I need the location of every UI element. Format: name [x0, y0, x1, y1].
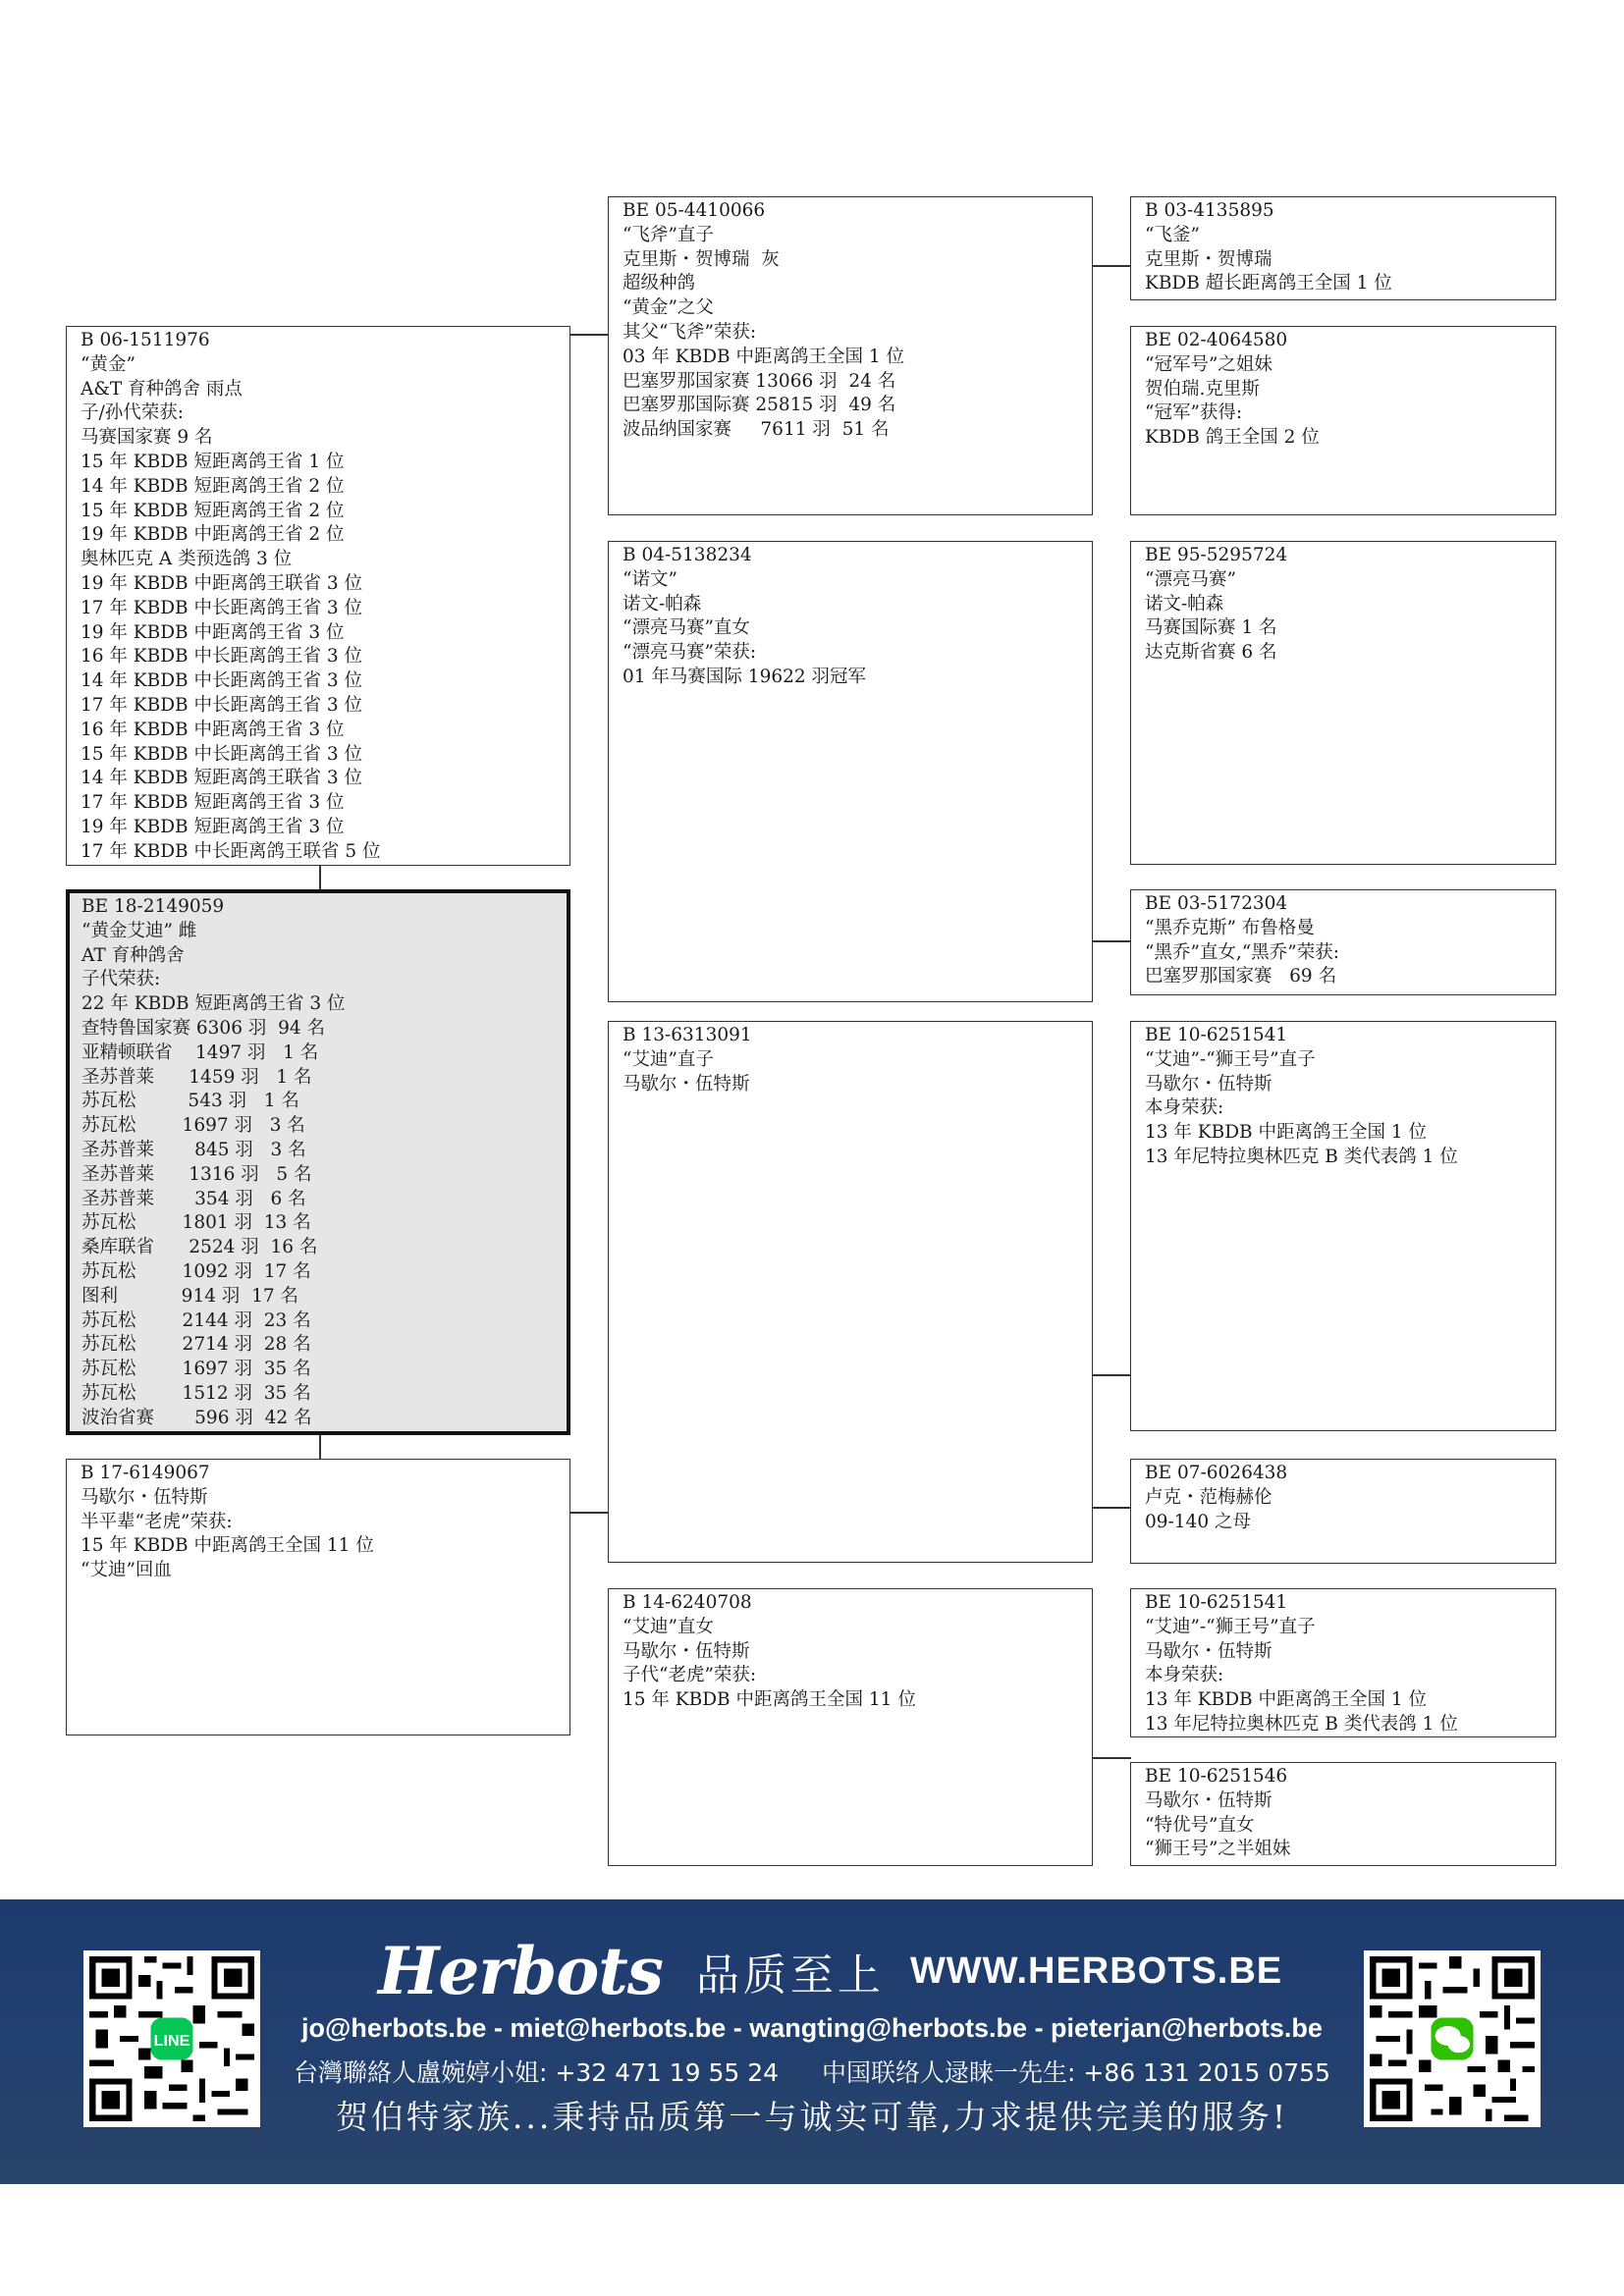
pedigree-line: 卢克・范梅赫伦 [1145, 1486, 1272, 1508]
pedigree-line: “艾迪”直女 [623, 1616, 714, 1637]
pedigree-line: “狮王号”之半姐妹 [1145, 1839, 1291, 1860]
pedigree-line: 圣苏普莱 845 羽 3 名 [81, 1139, 306, 1160]
connector-line [1092, 940, 1131, 942]
pedigree-line: “艾迪”直子 [623, 1048, 714, 1070]
pedigree-line: “黑乔”直女,“黑乔”荣获: [1145, 941, 1339, 963]
pedigree-line: B 04-5138234 [623, 545, 752, 565]
pedigree-line: “漂亮马赛”荣获: [623, 642, 757, 664]
pedigree-line: AT 育种鸽舍 [81, 944, 185, 966]
pedigree-line: “艾迪”回血 [81, 1560, 172, 1581]
pedigree-line: “特优号”直女 [1145, 1814, 1255, 1836]
pedigree-line: 16 年 KBDB 中长距离鸽王省 3 位 [81, 646, 363, 667]
pedigree-line: BE 18-2149059 [81, 896, 225, 917]
pedigree-line: 17 年 KBDB 短距离鸽王省 3 位 [81, 792, 345, 814]
pedigree-line: 其父“飞斧”荣获: [623, 321, 757, 343]
pedigree-line: 苏瓦松 2144 羽 23 名 [81, 1309, 311, 1331]
pedigree-line: 13 年 KBDB 中距离鸽王全国 1 位 [1145, 1689, 1428, 1711]
pedigree-line: 达克斯省赛 6 名 [1145, 642, 1277, 664]
slogan-text: 品质至上 [695, 1950, 885, 2001]
pedigree-line: 马歇尔・伍特斯 [1145, 1640, 1272, 1662]
connector-line [1092, 1374, 1131, 1376]
pedigree-line: 苏瓦松 1697 羽 35 名 [81, 1359, 311, 1380]
pedigree-line: 圣苏普莱 1459 羽 1 名 [81, 1066, 312, 1088]
pedigree-line: 马歇尔・伍特斯 [81, 1486, 208, 1508]
pedigree-line: “冠军号”之姐妹 [1145, 353, 1272, 375]
pedigree-line: 马歇尔・伍特斯 [623, 1073, 750, 1095]
pedigree-line: BE 10-6251541 [1145, 1025, 1288, 1045]
pedigree-line: 子代荣获: [81, 969, 161, 990]
pedigree-line: 波品纳国家赛 7611 羽 51 名 [623, 419, 890, 441]
pedigree-line: B 03-4135895 [1145, 200, 1274, 221]
pedigree-line: BE 02-4064580 [1145, 330, 1288, 350]
pedigree-line: 亚精顿联省 1497 羽 1 名 [81, 1041, 319, 1063]
motto-text: 贺伯特家族...秉持品质第一与诚实可靠,力求提供完美的服务! [335, 2098, 1289, 2136]
pedigree-line: 半平辈“老虎”荣获: [81, 1511, 233, 1532]
pedigree-line: “漂亮马赛” [1145, 568, 1236, 590]
pedigree-line: 19 年 KBDB 中距离鸽王省 2 位 [81, 524, 345, 546]
pedigree-line: 子代“老虎”荣获: [623, 1665, 757, 1686]
ds-dam-box [1130, 1459, 1556, 1564]
pedigree-line: 苏瓦松 1801 羽 13 名 [81, 1212, 311, 1234]
pedigree-line: 苏瓦松 543 羽 1 名 [81, 1091, 299, 1112]
pedigree-line: 13 年 KBDB 中距离鸽王全国 1 位 [1145, 1122, 1428, 1144]
pedigree-line: 17 年 KBDB 中长距离鸽王省 3 位 [81, 597, 363, 618]
pedigree-line: 本身荣获: [1145, 1665, 1224, 1686]
pedigree-line: BE 95-5295724 [1145, 545, 1288, 565]
pedigree-line: 13 年尼特拉奥林匹克 B 类代表鸽 1 位 [1145, 1713, 1458, 1735]
pedigree-line: “艾迪”-“狮王号”直子 [1145, 1616, 1316, 1637]
pedigree-line: 克里斯・贺博瑞 灰 [623, 248, 780, 270]
pedigree-line: 圣苏普莱 1316 羽 5 名 [81, 1163, 312, 1185]
pedigree-line: “漂亮马赛”直女 [623, 617, 750, 639]
pedigree-line: 诺文-帕森 [623, 593, 702, 614]
pedigree-line: B 13-6313091 [623, 1025, 752, 1045]
pedigree-line: 16 年 KBDB 中距离鸽王省 3 位 [81, 719, 345, 740]
pedigree-line: 17 年 KBDB 中长距离鸽王联省 5 位 [81, 840, 381, 862]
dam-sire-box [608, 1021, 1093, 1563]
connector-line [569, 334, 609, 336]
connector-line [1092, 1757, 1131, 1759]
sire-dam-box [608, 541, 1093, 1002]
pedigree-line: 22 年 KBDB 短距离鸽王省 3 位 [81, 993, 346, 1015]
pedigree-line: 19 年 KBDB 中距离鸽王联省 3 位 [81, 572, 363, 594]
contact-china: 中国联络人逯睐一先生: +86 131 2015 0755 [822, 2058, 1330, 2087]
pedigree-line: 巴塞罗那国家赛 13066 羽 24 名 [623, 370, 896, 392]
pedigree-line: 03 年 KBDB 中距离鸽王全国 1 位 [623, 346, 905, 367]
pedigree-line: KBDB 鸽王全国 2 位 [1145, 427, 1320, 449]
website-link[interactable]: WWW.HERBOTS.BE [909, 1949, 1283, 1992]
pedigree-line: KBDB 超长距离鸽王全国 1 位 [1145, 273, 1392, 294]
dam-box [66, 1459, 570, 1735]
contact-row [0, 2054, 1624, 2089]
pedigree-line: 19 年 KBDB 短距离鸽王省 3 位 [81, 816, 345, 837]
pedigree-line: “黑乔克斯” 布鲁格曼 [1145, 917, 1315, 938]
pedigree-line: 查特鲁国家赛 6306 羽 94 名 [81, 1017, 326, 1039]
pedigree-line: 克里斯・贺博瑞 [1145, 248, 1272, 270]
pedigree-line: 诺文-帕森 [1145, 593, 1224, 614]
pedigree-line: 贺伯瑞.克里斯 [1145, 378, 1260, 400]
contact-taiwan: 台灣聯絡人盧婉婷小姐: +32 471 19 55 24 [294, 2058, 780, 2087]
pedigree-line: 马歇尔・伍特斯 [1145, 1789, 1272, 1811]
pedigree-line: 马歇尔・伍特斯 [1145, 1073, 1272, 1095]
dd-sire-box [1130, 1588, 1556, 1737]
sire-sire-box [608, 196, 1093, 515]
email-addresses[interactable]: jo@herbots.be - miet@herbots.be - wangting@herbots.be - pieterjan@herbots.be [301, 2013, 1323, 2043]
subject-box [66, 889, 570, 1435]
connector-line [319, 864, 321, 891]
brand-row [378, 1933, 1283, 2009]
pedigree-line: 15 年 KBDB 短距离鸽王省 1 位 [81, 451, 345, 472]
sire-box [66, 326, 570, 866]
pedigree-line: 奥林匹克 A 类预选鸽 3 位 [81, 549, 293, 570]
ds-sire-box [1130, 1021, 1556, 1431]
pedigree-line: 波治省赛 596 羽 42 名 [81, 1407, 312, 1428]
connector-line [1092, 265, 1131, 267]
pedigree-line: 15 年 KBDB 短距离鸽王省 2 位 [81, 500, 345, 521]
herbots-logo: Herbots [378, 1933, 663, 2009]
pedigree-line: B 14-6240708 [623, 1592, 752, 1613]
pedigree-line: 本身荣获: [1145, 1097, 1224, 1119]
pedigree-line: 15 年 KBDB 中距离鸽王全国 11 位 [81, 1535, 374, 1557]
pedigree-line: “飞斧”直子 [623, 224, 714, 245]
pedigree-line: 马歇尔・伍特斯 [623, 1640, 750, 1662]
sd-sire-box [1130, 541, 1556, 865]
ss-sire-box [1130, 196, 1556, 300]
pedigree-line: B 17-6149067 [81, 1463, 210, 1483]
pedigree-line: 14 年 KBDB 短距离鸽王省 2 位 [81, 475, 345, 497]
pedigree-line: 14 年 KBDB 中长距离鸽王省 3 位 [81, 670, 363, 692]
pedigree-line: 马赛国际赛 1 名 [1145, 617, 1277, 639]
pedigree-line: 09-140 之母 [1145, 1511, 1251, 1532]
pedigree-line: 马赛国家赛 9 名 [81, 427, 213, 449]
pedigree-line: 苏瓦松 1697 羽 3 名 [81, 1115, 305, 1137]
connector-line [319, 1433, 321, 1461]
pedigree-line: “飞釜” [1145, 224, 1200, 245]
pedigree-line: 15 年 KBDB 中长距离鸽王省 3 位 [81, 743, 363, 765]
dd-dam-box [1130, 1762, 1556, 1866]
pedigree-line: “诺文” [623, 568, 677, 590]
pedigree-line: 子/孙代荣获: [81, 402, 184, 424]
pedigree-line: 苏瓦松 1512 羽 35 名 [81, 1382, 311, 1404]
pedigree-line: BE 03-5172304 [1145, 893, 1288, 914]
pedigree-line: 19 年 KBDB 中距离鸽王省 3 位 [81, 621, 345, 643]
pedigree-line: 圣苏普莱 354 羽 6 名 [81, 1188, 306, 1209]
pedigree-line: “黄金艾迪” 雌 [81, 920, 197, 941]
pedigree-line: 17 年 KBDB 中长距离鸽王省 3 位 [81, 694, 363, 716]
pedigree-line: 巴塞罗那国际赛 25815 羽 49 名 [623, 395, 896, 416]
svg-text:LINE: LINE [153, 2031, 190, 2050]
pedigree-line: 图利 914 羽 17 名 [81, 1285, 299, 1307]
pedigree-line: “冠军”获得: [1145, 402, 1243, 424]
ss-dam-box [1130, 326, 1556, 515]
pedigree-line: BE 07-6026438 [1145, 1463, 1288, 1483]
pedigree-line: BE 10-6251546 [1145, 1766, 1288, 1787]
sd-dam-box [1130, 889, 1556, 995]
pedigree-line: BE 05-4410066 [623, 200, 766, 221]
pedigree-line: 苏瓦松 1092 羽 17 名 [81, 1260, 311, 1282]
pedigree-line: “黄金” [81, 353, 135, 375]
pedigree-line: 苏瓦松 2714 羽 28 名 [81, 1334, 311, 1356]
connector-line [1092, 1507, 1131, 1509]
dam-dam-box [608, 1588, 1093, 1866]
connector-line [569, 1512, 609, 1514]
pedigree-line: 巴塞罗那国家赛 69 名 [1145, 966, 1337, 988]
pedigree-line: BE 10-6251541 [1145, 1592, 1288, 1613]
pedigree-line: 15 年 KBDB 中距离鸽王全国 11 位 [623, 1689, 916, 1711]
pedigree-line: 01 年马赛国际 19622 羽冠军 [623, 666, 867, 687]
pedigree-line: 桑库联省 2524 羽 16 名 [81, 1237, 318, 1258]
pedigree-line: 13 年尼特拉奥林匹克 B 类代表鸽 1 位 [1145, 1146, 1458, 1167]
pedigree-line: B 06-1511976 [81, 330, 210, 350]
pedigree-line: “黄金”之父 [623, 297, 714, 319]
pedigree-line: A&T 育种鸽舍 雨点 [81, 378, 243, 400]
footer-banner [0, 1899, 1624, 2184]
pedigree-line: 14 年 KBDB 短距离鸽王联省 3 位 [81, 768, 363, 789]
pedigree-line: 超级种鸽 [623, 273, 696, 294]
pedigree-line: “艾迪”-“狮王号”直子 [1145, 1048, 1316, 1070]
